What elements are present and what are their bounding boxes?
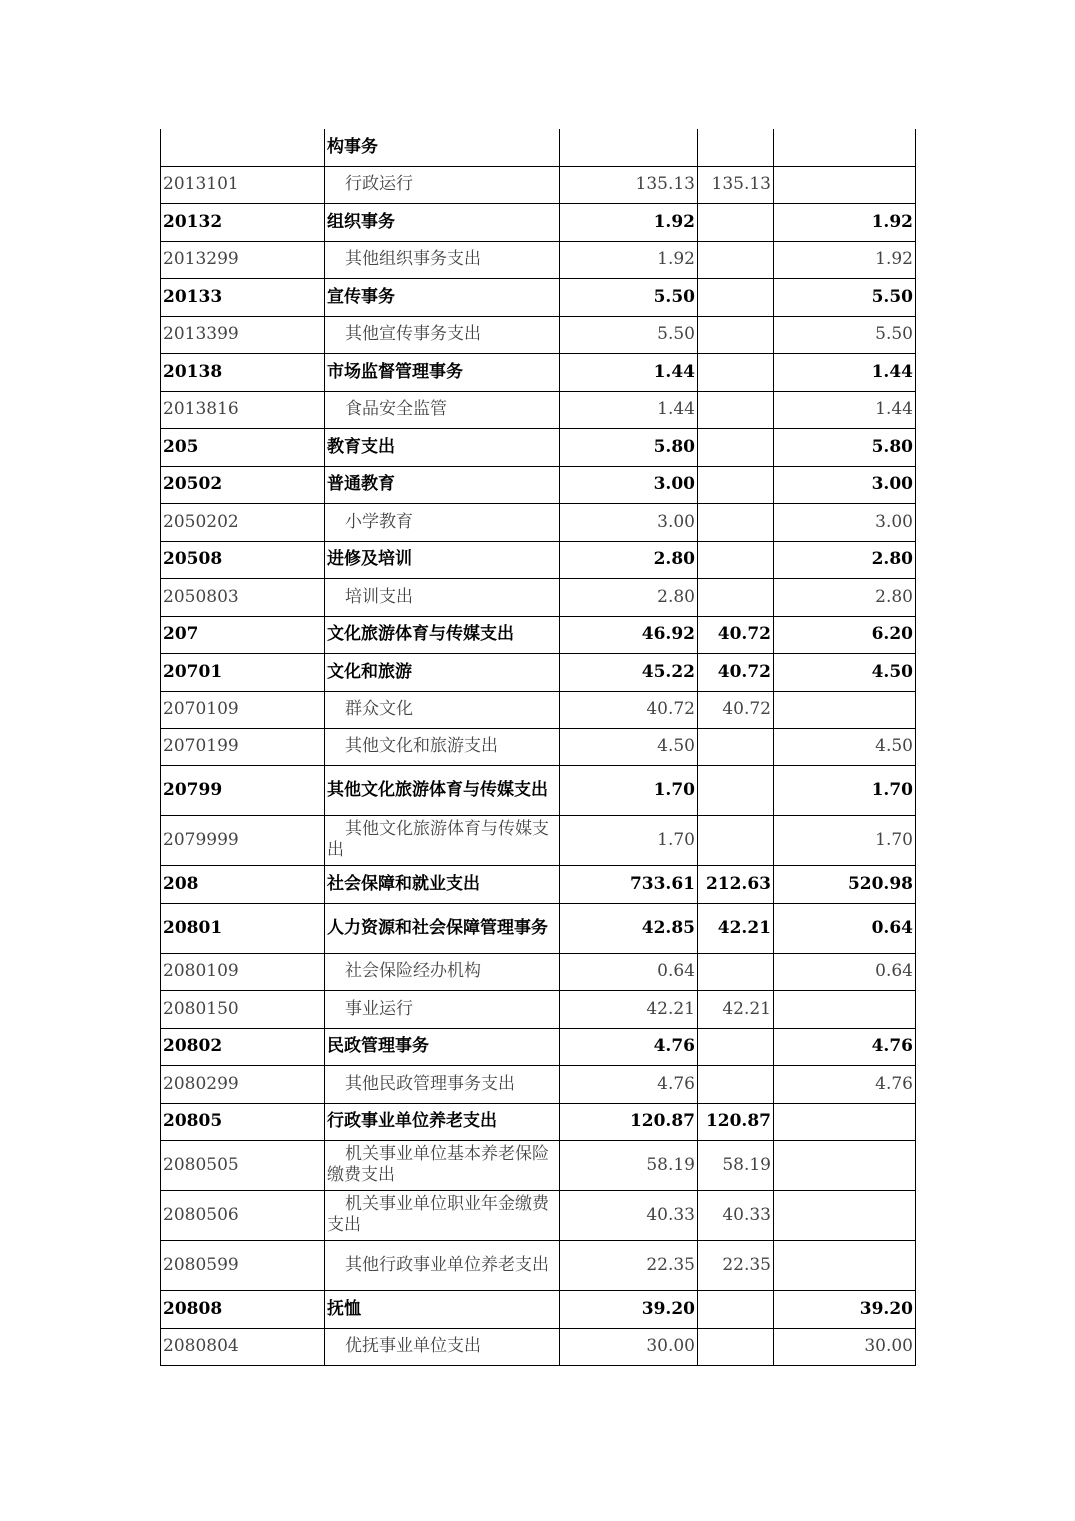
- function-name-text: 其他文化旅游体育与传媒支出: [327, 779, 548, 800]
- table-row: [161, 203, 916, 241]
- cell-function-name: [325, 166, 560, 203]
- function-name-text: 食品安全监管: [345, 399, 447, 419]
- function-name-text: 行政事业单位养老支出: [327, 1111, 497, 1131]
- cell-basic-expenditure: 40.72: [698, 616, 774, 653]
- function-name-text: 小学教育: [345, 511, 413, 532]
- cell-basic-expenditure: 40.33: [698, 1190, 774, 1240]
- cell-project-expenditure: 1.44: [774, 353, 916, 391]
- cell-total: 120.87: [560, 1103, 698, 1140]
- cell-function-name: [325, 653, 560, 691]
- cell-function-name: [325, 616, 560, 653]
- cell-basic-expenditure: [698, 129, 774, 166]
- cell-function-code: 2070109: [161, 691, 325, 728]
- table-row: [161, 616, 916, 653]
- table-row: [161, 1103, 916, 1140]
- cell-project-expenditure: 1.70: [774, 815, 916, 865]
- cell-function-code: 205: [161, 428, 325, 466]
- cell-function-code: [161, 129, 325, 166]
- cell-total: 40.33: [560, 1190, 698, 1240]
- function-name-text: 社会保障和就业支出: [327, 873, 480, 894]
- function-name-text: 市场监督管理事务: [327, 361, 463, 382]
- cell-function-name: [325, 865, 560, 903]
- table-row: [161, 953, 916, 990]
- table-row: [161, 990, 916, 1028]
- function-name-text: 机关事业单位基本养老保险缴费支出: [327, 1144, 549, 1185]
- cell-basic-expenditure: [698, 1290, 774, 1328]
- table-row: [161, 728, 916, 765]
- function-name-text: 机关事业单位职业年金缴费支出: [327, 1194, 549, 1235]
- cell-project-expenditure: 1.92: [774, 203, 916, 241]
- cell-total: 5.50: [560, 316, 698, 353]
- cell-total: 733.61: [560, 865, 698, 903]
- cell-function-code: 2080599: [161, 1240, 325, 1290]
- cell-function-code: 20802: [161, 1028, 325, 1065]
- cell-basic-expenditure: [698, 765, 774, 815]
- cell-basic-expenditure: [698, 466, 774, 503]
- cell-project-expenditure: [774, 990, 916, 1028]
- cell-total: 46.92: [560, 616, 698, 653]
- cell-project-expenditure: [774, 1240, 916, 1290]
- function-name-text: 群众文化: [345, 699, 413, 719]
- cell-function-code: 2080804: [161, 1328, 325, 1365]
- cell-function-code: 2079999: [161, 815, 325, 865]
- function-name-text: 构事务: [327, 136, 378, 157]
- table-row: [161, 241, 916, 278]
- cell-project-expenditure: [774, 1103, 916, 1140]
- cell-project-expenditure: 6.20: [774, 616, 916, 653]
- cell-function-name: [325, 241, 560, 278]
- cell-function-name: [325, 466, 560, 503]
- cell-basic-expenditure: [698, 428, 774, 466]
- cell-function-name: [325, 203, 560, 241]
- cell-function-code: 2080505: [161, 1140, 325, 1190]
- function-name-text: 教育支出: [327, 436, 395, 457]
- cell-project-expenditure: [774, 166, 916, 203]
- cell-function-name: [325, 990, 560, 1028]
- cell-project-expenditure: 4.76: [774, 1028, 916, 1065]
- cell-project-expenditure: 5.80: [774, 428, 916, 466]
- table-row: [161, 541, 916, 578]
- table-row: [161, 1240, 916, 1290]
- table-row: [161, 1065, 916, 1103]
- cell-basic-expenditure: [698, 241, 774, 278]
- cell-project-expenditure: 5.50: [774, 316, 916, 353]
- cell-total: 1.70: [560, 765, 698, 815]
- cell-function-code: 2013816: [161, 391, 325, 428]
- cell-function-code: 20133: [161, 278, 325, 316]
- cell-total: 1.44: [560, 353, 698, 391]
- cell-total: 4.50: [560, 728, 698, 765]
- table-row: [161, 278, 916, 316]
- function-name-text: 优抚事业单位支出: [345, 1336, 481, 1356]
- cell-project-expenditure: 0.64: [774, 903, 916, 953]
- cell-function-code: 2013399: [161, 316, 325, 353]
- table-row: [161, 865, 916, 903]
- table-row: [161, 1290, 916, 1328]
- cell-project-expenditure: 520.98: [774, 865, 916, 903]
- cell-function-code: 2013299: [161, 241, 325, 278]
- cell-basic-expenditure: 42.21: [698, 903, 774, 953]
- cell-function-name: [325, 1190, 560, 1240]
- cell-basic-expenditure: 135.13: [698, 166, 774, 203]
- cell-total: 2.80: [560, 541, 698, 578]
- cell-basic-expenditure: [698, 953, 774, 990]
- cell-total: 5.50: [560, 278, 698, 316]
- cell-basic-expenditure: [698, 728, 774, 765]
- table-row: [161, 1028, 916, 1065]
- cell-basic-expenditure: [698, 278, 774, 316]
- table-row: [161, 166, 916, 203]
- table-row: [161, 903, 916, 953]
- cell-function-code: 2013101: [161, 166, 325, 203]
- function-name-text: 组织事务: [327, 211, 395, 232]
- cell-function-code: 2080150: [161, 990, 325, 1028]
- cell-basic-expenditure: 22.35: [698, 1240, 774, 1290]
- function-name-text: 进修及培训: [327, 549, 412, 569]
- cell-project-expenditure: 1.44: [774, 391, 916, 428]
- cell-basic-expenditure: [698, 316, 774, 353]
- cell-function-name: [325, 1103, 560, 1140]
- table-row: [161, 1140, 916, 1190]
- cell-function-code: 2070199: [161, 728, 325, 765]
- cell-function-name: [325, 765, 560, 815]
- table-row: [161, 691, 916, 728]
- function-name-text: 培训支出: [345, 586, 413, 607]
- cell-function-name: [325, 428, 560, 466]
- cell-project-expenditure: 4.50: [774, 653, 916, 691]
- cell-total: 4.76: [560, 1028, 698, 1065]
- cell-function-name: [325, 1328, 560, 1365]
- cell-project-expenditure: 39.20: [774, 1290, 916, 1328]
- cell-function-code: 2080109: [161, 953, 325, 990]
- cell-total: 3.00: [560, 466, 698, 503]
- table-row: [161, 578, 916, 616]
- table-row: [161, 765, 916, 815]
- cell-function-code: 207: [161, 616, 325, 653]
- cell-project-expenditure: [774, 129, 916, 166]
- function-name-text: 普通教育: [327, 474, 395, 494]
- cell-function-name: [325, 1240, 560, 1290]
- cell-basic-expenditure: 212.63: [698, 865, 774, 903]
- function-name-text: 其他文化旅游体育与传媒支出: [327, 819, 549, 860]
- table-row: [161, 353, 916, 391]
- cell-total: [560, 129, 698, 166]
- cell-basic-expenditure: 40.72: [698, 691, 774, 728]
- cell-function-code: 20138: [161, 353, 325, 391]
- function-name-text: 其他民政管理事务支出: [345, 1073, 515, 1094]
- cell-project-expenditure: [774, 1190, 916, 1240]
- function-name-text: 事业运行: [345, 998, 413, 1019]
- cell-function-code: 20805: [161, 1103, 325, 1140]
- cell-total: 1.92: [560, 203, 698, 241]
- budget-expenditure-table: [160, 129, 916, 1366]
- cell-project-expenditure: 3.00: [774, 503, 916, 541]
- cell-basic-expenditure: [698, 503, 774, 541]
- cell-function-code: 2050803: [161, 578, 325, 616]
- cell-function-code: 20132: [161, 203, 325, 241]
- cell-total: 4.76: [560, 1065, 698, 1103]
- cell-total: 39.20: [560, 1290, 698, 1328]
- table-row: [161, 1328, 916, 1365]
- table-row: [161, 391, 916, 428]
- function-name-text: 民政管理事务: [327, 1036, 429, 1056]
- cell-basic-expenditure: [698, 1065, 774, 1103]
- cell-basic-expenditure: [698, 1328, 774, 1365]
- function-name-text: 宣传事务: [327, 286, 395, 307]
- cell-basic-expenditure: [698, 815, 774, 865]
- cell-function-name: [325, 691, 560, 728]
- table-body: [161, 129, 916, 1365]
- table-row: [161, 466, 916, 503]
- cell-project-expenditure: [774, 1140, 916, 1190]
- function-name-text: 行政运行: [345, 174, 413, 194]
- cell-total: 40.72: [560, 691, 698, 728]
- cell-function-name: [325, 728, 560, 765]
- cell-total: 45.22: [560, 653, 698, 691]
- cell-total: 1.70: [560, 815, 698, 865]
- cell-project-expenditure: 3.00: [774, 466, 916, 503]
- cell-total: 1.92: [560, 241, 698, 278]
- cell-function-name: [325, 1140, 560, 1190]
- cell-basic-expenditure: 58.19: [698, 1140, 774, 1190]
- table-row: [161, 503, 916, 541]
- function-name-text: 文化旅游体育与传媒支出: [327, 624, 514, 644]
- cell-total: 22.35: [560, 1240, 698, 1290]
- cell-project-expenditure: 1.70: [774, 765, 916, 815]
- cell-project-expenditure: 4.76: [774, 1065, 916, 1103]
- cell-function-code: 20701: [161, 653, 325, 691]
- cell-basic-expenditure: 120.87: [698, 1103, 774, 1140]
- cell-function-code: 20502: [161, 466, 325, 503]
- function-name-text: 其他组织事务支出: [345, 249, 481, 269]
- cell-project-expenditure: 1.92: [774, 241, 916, 278]
- cell-project-expenditure: 2.80: [774, 578, 916, 616]
- table-row: [161, 316, 916, 353]
- cell-total: 30.00: [560, 1328, 698, 1365]
- cell-function-name: [325, 815, 560, 865]
- cell-project-expenditure: 5.50: [774, 278, 916, 316]
- cell-basic-expenditure: [698, 203, 774, 241]
- cell-function-name: [325, 953, 560, 990]
- cell-project-expenditure: 30.00: [774, 1328, 916, 1365]
- function-name-text: 人力资源和社会保障管理事务: [327, 917, 548, 938]
- table-row: [161, 1190, 916, 1240]
- cell-function-name: [325, 1028, 560, 1065]
- cell-function-name: [325, 903, 560, 953]
- cell-function-name: [325, 391, 560, 428]
- cell-total: 42.21: [560, 990, 698, 1028]
- cell-function-code: 20799: [161, 765, 325, 815]
- cell-function-code: 20508: [161, 541, 325, 578]
- cell-total: 42.85: [560, 903, 698, 953]
- cell-total: 1.44: [560, 391, 698, 428]
- cell-basic-expenditure: [698, 578, 774, 616]
- cell-total: 3.00: [560, 503, 698, 541]
- cell-project-expenditure: 2.80: [774, 541, 916, 578]
- cell-basic-expenditure: [698, 541, 774, 578]
- cell-total: 135.13: [560, 166, 698, 203]
- table-row: [161, 815, 916, 865]
- function-name-text: 抚恤: [327, 1298, 361, 1319]
- cell-project-expenditure: 0.64: [774, 953, 916, 990]
- cell-function-code: 2080506: [161, 1190, 325, 1240]
- table-row: [161, 129, 916, 166]
- cell-function-name: [325, 316, 560, 353]
- function-name-text: 社会保险经办机构: [345, 961, 481, 981]
- cell-function-name: [325, 353, 560, 391]
- cell-function-code: 20808: [161, 1290, 325, 1328]
- cell-basic-expenditure: 42.21: [698, 990, 774, 1028]
- cell-basic-expenditure: [698, 353, 774, 391]
- cell-function-name: [325, 1290, 560, 1328]
- cell-function-name: [325, 1065, 560, 1103]
- cell-total: 0.64: [560, 953, 698, 990]
- cell-project-expenditure: [774, 691, 916, 728]
- cell-total: 2.80: [560, 578, 698, 616]
- cell-total: 58.19: [560, 1140, 698, 1190]
- cell-total: 5.80: [560, 428, 698, 466]
- cell-basic-expenditure: 40.72: [698, 653, 774, 691]
- cell-project-expenditure: 4.50: [774, 728, 916, 765]
- function-name-text: 文化和旅游: [327, 661, 412, 682]
- cell-function-code: 208: [161, 865, 325, 903]
- function-name-text: 其他宣传事务支出: [345, 324, 481, 344]
- cell-function-code: 20801: [161, 903, 325, 953]
- cell-function-name: [325, 129, 560, 166]
- function-name-text: 其他行政事业单位养老支出: [345, 1254, 549, 1275]
- table-row: [161, 428, 916, 466]
- cell-function-name: [325, 503, 560, 541]
- cell-basic-expenditure: [698, 391, 774, 428]
- cell-basic-expenditure: [698, 1028, 774, 1065]
- cell-function-code: 2050202: [161, 503, 325, 541]
- table-row: [161, 653, 916, 691]
- cell-function-name: [325, 278, 560, 316]
- cell-function-name: [325, 578, 560, 616]
- function-name-text: 其他文化和旅游支出: [345, 736, 498, 756]
- cell-function-name: [325, 541, 560, 578]
- cell-function-code: 2080299: [161, 1065, 325, 1103]
